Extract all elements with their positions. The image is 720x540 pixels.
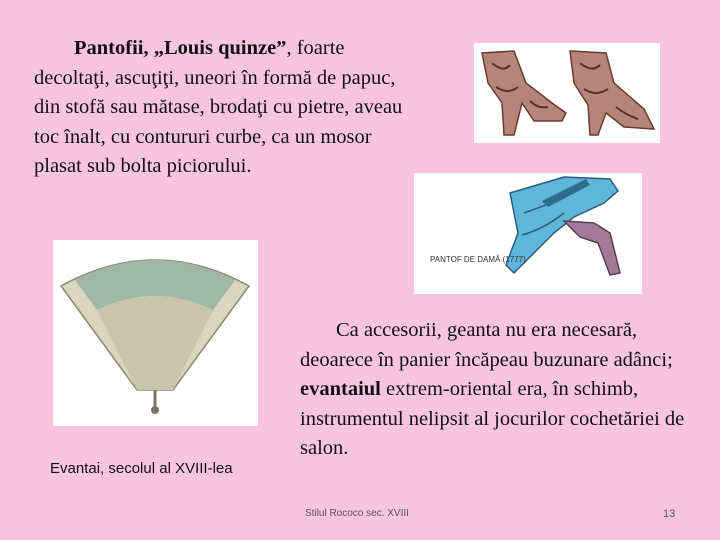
accessories-text-start: Ca accesorii, geanta nu era necesară, deoarece în panier încăpeau buzunare adânci;: [300, 319, 673, 371]
accessories-text-end: extrem-oriental era, în schimb, instrumentul nelipsit al jocurilor cochetăriei de salon.: [300, 378, 685, 459]
shoe-label: PANTOF DE DAMĂ (1777): [430, 255, 526, 264]
fan-keyword: evantaiul: [300, 378, 381, 400]
blue-shoe-image: [414, 173, 642, 294]
embroidered-shoes-image: [474, 43, 660, 143]
fan-caption: Evantai, secolul al XVIII-lea: [50, 460, 233, 477]
fan-image: [53, 240, 258, 426]
footer-text: Stilul Rococo sec. XVIII: [305, 508, 409, 519]
shoes-description: , foarte decoltaţi, ascuţiţi, uneori în formă de papuc, din stofă sau mătase, brodaţi cu pietre, aveau toc înalt, cu contururi curbe, ca un mosor plasat sub bolta piciorului.: [34, 37, 403, 177]
shoes-title: Pantofii, „Louis quinze”: [74, 37, 287, 59]
paragraph-accessories: [300, 316, 700, 464]
page-number: 13: [663, 508, 676, 520]
paragraph-shoes: [34, 34, 424, 182]
